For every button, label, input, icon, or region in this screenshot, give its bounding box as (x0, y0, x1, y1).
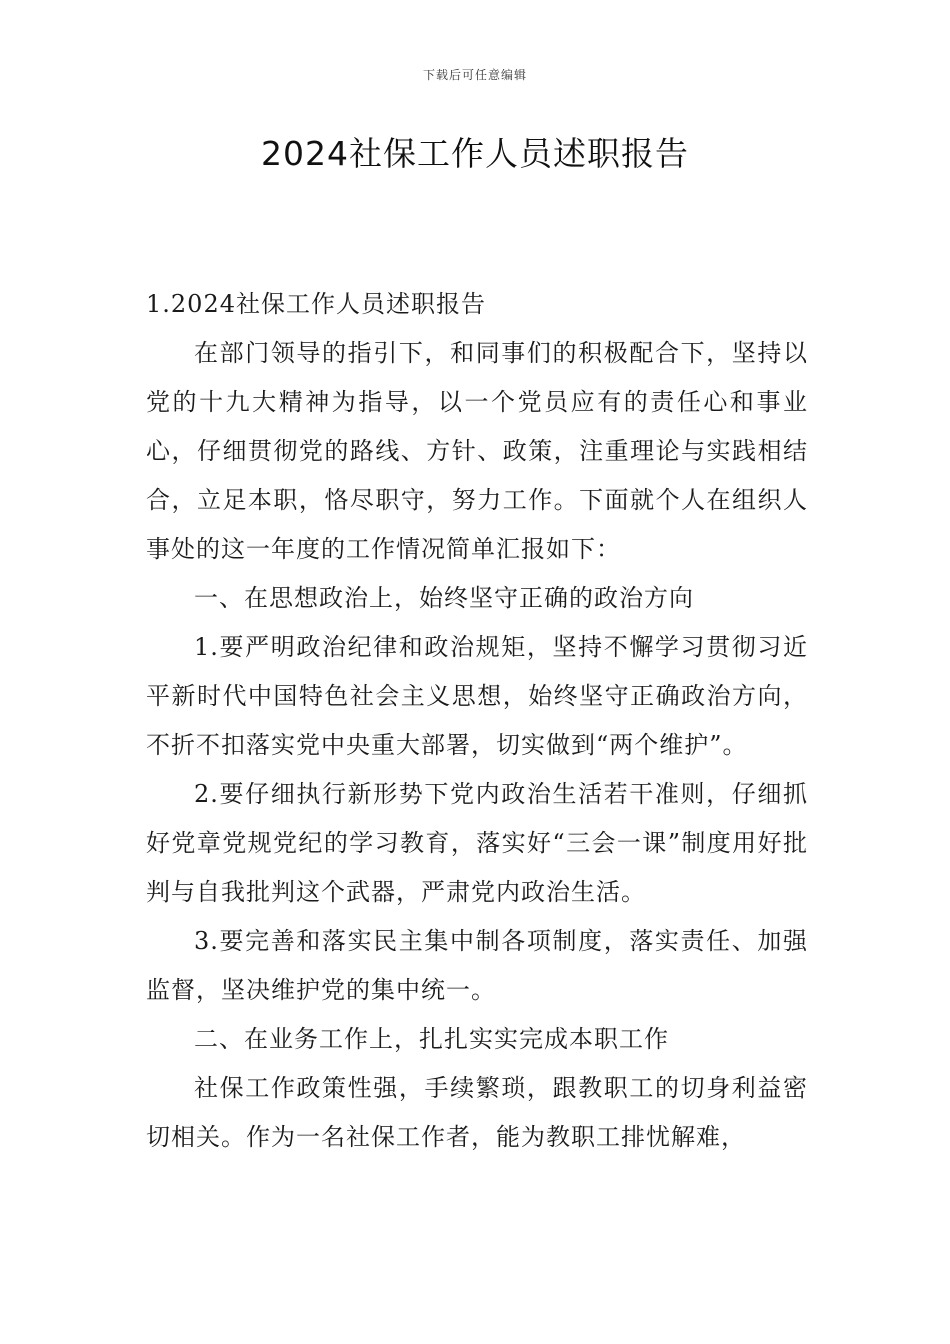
section-heading: 二、在业务工作上，扎扎实实完成本职工作 (194, 1025, 669, 1053)
paragraph: 3.要完善和落实民主集中制各项制度，落实责任、加强监督，坚决维护党的集中统一。 (146, 927, 808, 1004)
paragraph: 在部门领导的指引下，和同事们的积极配合下，坚持以党的十九大精神为指导，以一个党员应有的责任心和事业心，仔细贯彻党的路线、方针、政策，注重理论与实践相结合，立足本职，恪尽职守，努力工作。下面就个人在组织人事处的这一年度的工作情况简单汇报如下： (146, 339, 808, 563)
section-heading: 1.2024社保工作人员述职报告 (146, 290, 486, 318)
document-body (146, 280, 808, 1162)
header-note: 下载后可任意编辑 (422, 68, 527, 82)
paragraph: 社保工作政策性强，手续繁琐，跟教职工的切身利益密切相关。作为一名社保工作者，能为教职工排忧解难， (146, 1074, 808, 1151)
document-title: 2024社保工作人员述职报告 (261, 134, 689, 173)
section-heading: 一、在思想政治上，始终坚守正确的政治方向 (194, 584, 694, 612)
paragraph: 2.要仔细执行新形势下党内政治生活若干准则，仔细抓好党章党规党纪的学习教育，落实好“三会一课”制度用好批判与自我批判这个武器，严肃党内政治生活。 (146, 780, 808, 906)
paragraph: 1.要严明政治纪律和政治规矩，坚持不懈学习贯彻习近平新时代中国特色社会主义思想，始终坚守正确政治方向，不折不扣落实党中央重大部署，切实做到“两个维护”。 (146, 633, 808, 759)
